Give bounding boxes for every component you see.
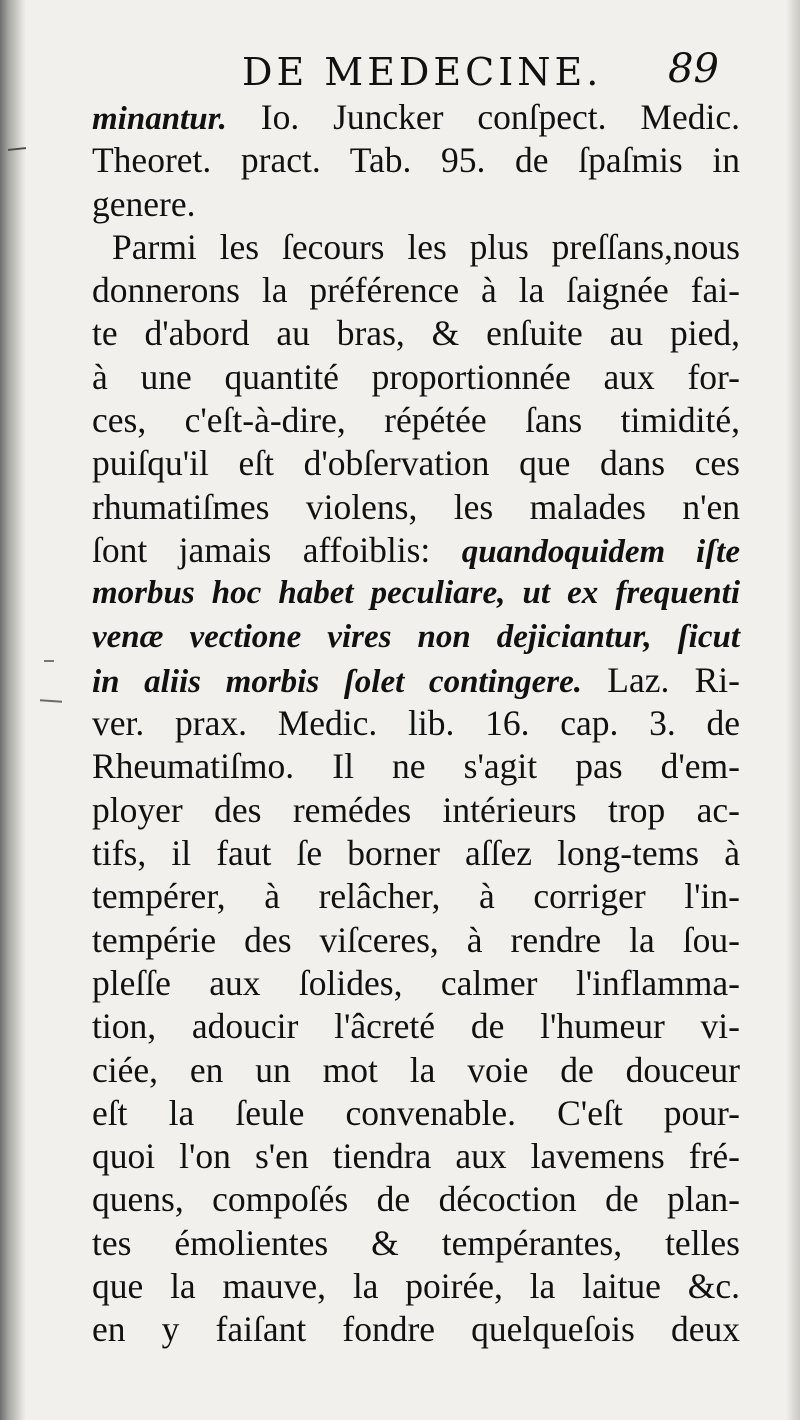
text-run: Laz. Ri- <box>582 659 740 700</box>
text-line: tes émolientes & tempérantes, telles <box>92 1222 740 1263</box>
text-line: tion, adoucir l'âcreté de l'humeur vi- <box>92 1006 740 1047</box>
text-line: ployer des remédes intérieurs trop ac- <box>92 789 740 830</box>
text-line: tempérer, à relâcher, à corriger l'in- <box>92 876 740 917</box>
text-line: tifs, il faut ſe borner aſſez long-tems à <box>92 833 740 874</box>
margin-mark <box>44 660 54 662</box>
text-line <box>92 529 740 572</box>
paragraph-start-line: Parmi les ſecours les plus preſſans,nous <box>112 226 740 267</box>
text-line: ces, c'eſt-à-dire, répétée ſans timidité, <box>92 400 740 441</box>
text-line: ver. prax. Medic. lib. 16. cap. 3. de <box>92 703 740 744</box>
italic-run: in aliis morbis ſolet contingere. <box>92 663 583 700</box>
text-line: te d'abord au bras, & enſuite au pied, <box>92 313 740 354</box>
text-line: tempérie des viſceres, à rendre la ſou- <box>92 919 740 960</box>
text-line: à une quantité proportionnée aux for- <box>92 356 740 397</box>
text-line <box>92 659 740 702</box>
italic-line: venæ vectione vires non dejiciantur, ſicut <box>92 618 740 655</box>
text-line: quoi l'on s'en tiendra aux lavemens fré- <box>92 1136 740 1177</box>
italic-line: morbus hoc habet peculiare, ut ex frequenti <box>92 575 740 612</box>
text-line: ciée, en un mot la voie de douceur <box>92 1049 740 1090</box>
italic-run: minantur. <box>92 101 227 137</box>
text-line: que la mauve, la poirée, la laitue &c. <box>92 1266 740 1307</box>
italic-run: quandoquidem iſte <box>461 533 740 570</box>
margin-mark <box>40 699 62 703</box>
page-number: 89 <box>668 46 719 92</box>
text-line: quens, compoſés de décoction de plan- <box>92 1179 740 1220</box>
page-edge <box>786 0 800 1420</box>
running-head: DE MEDECINE. <box>242 50 603 94</box>
page-header <box>0 44 800 100</box>
text-line: Rheumatiſmo. Il ne s'agit pas d'em- <box>92 746 740 787</box>
body-text <box>92 96 740 1352</box>
text-run: Io. Juncker conſpect. Medic. <box>226 97 740 137</box>
text-line <box>92 96 740 139</box>
text-run: ſont jamais affoiblis: <box>92 529 462 570</box>
text-line: en y faiſant fondre quelqueſois deux <box>92 1309 740 1350</box>
text-line: genere. <box>92 183 196 224</box>
text-line: pleſſe aux ſolides, calmer l'inflamma- <box>92 962 740 1003</box>
text-line: puiſqu'il eſt d'obſervation que dans ces <box>92 443 740 484</box>
text-line: eſt la ſeule convenable. C'eſt pour- <box>92 1092 740 1133</box>
text-line: Theoret. pract. Tab. 95. de ſpaſmis in <box>92 140 740 181</box>
gutter-shadow <box>0 0 26 1420</box>
text-line: donnerons la préférence à la ſaignée fai- <box>92 270 740 311</box>
text-line: rhumatiſmes violens, les malades n'en <box>92 486 740 527</box>
